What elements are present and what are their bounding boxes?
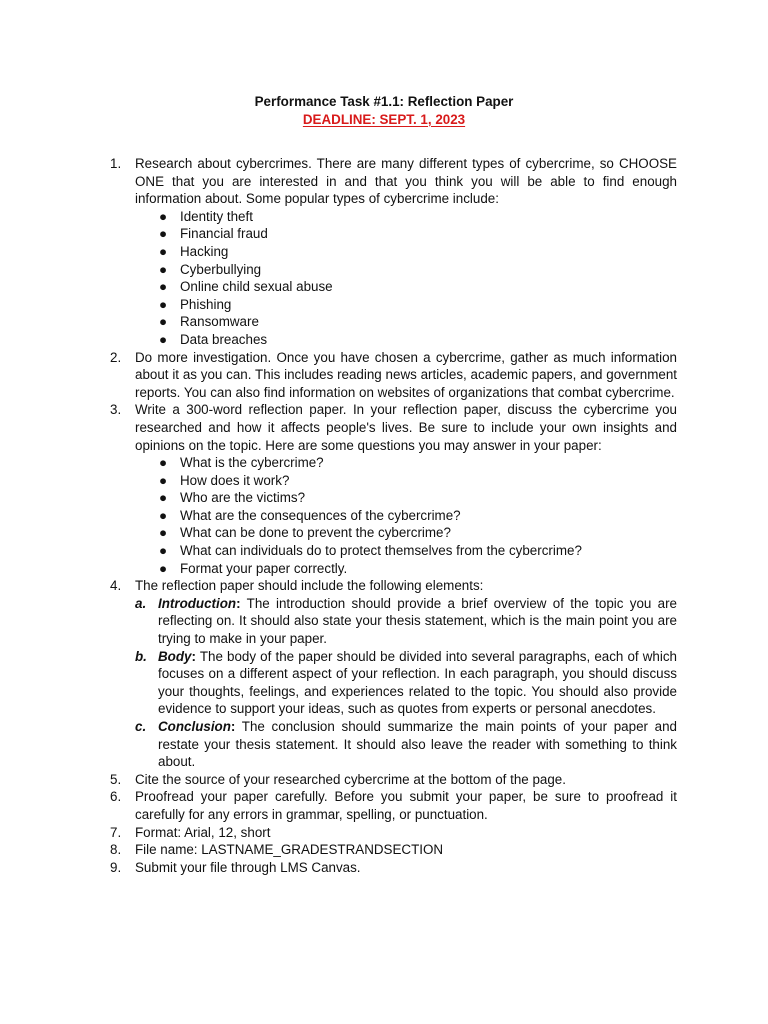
bullet-icon: ●	[159, 490, 168, 506]
deadline-text: DEADLINE: SEPT. 1, 2023	[302, 111, 466, 127]
item-text: Proofread your paper carefully. Before you submit your paper, be sure to proofread it carefully for any errors in grammar, spelling, or punctuation.	[135, 789, 677, 822]
item-number: 3.	[110, 402, 122, 418]
bullet-icon: ●	[159, 331, 168, 347]
bullet-item: ● What is the cybercrime?	[159, 455, 324, 471]
sub-item-text: The body of the paper should be divided into several paragraphs, each of which focuses on a different aspect of your reflection. In each paragraph, you should discuss your thoughts, feelings, and experiences related to the topic. You should also provide evidence to support your ideas, such as quotes from experts or personal anecdotes.	[158, 648, 677, 717]
item-text: Submit your file through LMS Canvas.	[135, 859, 361, 875]
sub-item-label: c.	[135, 719, 147, 734]
cybercrime-types-list	[135, 208, 677, 349]
bullet-item: ● Ransomware	[159, 314, 259, 330]
sub-item-body: b. Body: The body of the paper should be divided into several paragraphs, each of which focuses on a different aspect of your reflection. In each paragraph, you should discuss your thoughts, feelings, and experiences related to the topic. You should also provide evidence to support your ideas, such as quotes from experts or personal anecdotes.	[135, 648, 677, 717]
bullet-icon: ●	[159, 525, 168, 541]
bullet-item: ● Online child sexual abuse	[159, 279, 333, 295]
item-number: 7.	[110, 824, 122, 840]
bullet-item: ● Who are the victims?	[159, 490, 306, 506]
sub-item-text: The conclusion should summarize the main points of your paper and restate your thesis statement. It should also leave the reader with something to think about.	[158, 719, 677, 770]
bullet-icon: ●	[159, 507, 168, 523]
item-number: 1.	[110, 156, 122, 171]
item-text: The reflection paper should include the following elements:	[135, 578, 484, 594]
item-text: Do more investigation. Once you have chosen a cybercrime, gather as much information about it as you can. This includes reading news articles, academic papers, and government reports. You can also find information on websites of organizations that combat cybercrime.	[135, 349, 677, 400]
list-item-6	[0, 788, 677, 823]
bullet-icon: ●	[159, 296, 168, 312]
sub-item-term: Introduction	[158, 595, 237, 611]
item-text: Write a 300-word reflection paper. In your reflection paper, discuss the cybercrime you researched and how it affects people's lives. Be sure to include your own insights and opinions on the topic. Here are some questions you may answer in your paper:	[135, 402, 677, 453]
item-number: 4.	[110, 578, 122, 594]
item-number: 8.	[110, 842, 122, 858]
sub-item-term: Body	[158, 648, 192, 664]
bullet-item: ● How does it work?	[159, 472, 290, 488]
questions-list	[135, 454, 677, 577]
item-number: 9.	[110, 859, 122, 875]
bullet-icon: ●	[159, 455, 168, 471]
list-item-4	[0, 577, 677, 771]
list-item-8	[0, 841, 677, 859]
item-number: 6.	[110, 789, 122, 805]
bullet-icon: ●	[159, 472, 168, 488]
bullet-icon: ●	[159, 243, 168, 259]
sub-item-introduction: a. Introduction: The introduction should provide a brief overview of the topic you are reflecting on. It should also state your thesis statement, which is the main point you are trying to make in your paper.	[135, 595, 677, 647]
list-item-3	[0, 401, 677, 577]
bullet-icon: ●	[159, 261, 168, 277]
item-number: 2.	[110, 349, 122, 365]
list-item-1	[0, 155, 677, 349]
bullet-icon: ●	[159, 226, 168, 242]
bullet-item: ● Hacking	[159, 243, 229, 259]
bullet-item: ● Cyberbullying	[159, 261, 262, 277]
bullet-icon: ●	[159, 543, 168, 559]
bullet-icon: ●	[159, 560, 168, 576]
document-title: Performance Task #1.1: Reflection Paper	[254, 94, 514, 109]
item-text: File name: LASTNAME_GRADESTRANDSECTION	[135, 842, 444, 858]
bullet-icon: ●	[159, 208, 168, 224]
list-item-9	[0, 859, 677, 877]
item-text: Research about cybercrimes. There are many different types of cybercrime, so CHOOSE ONE that you are interested in and that you think you will be able to find enough information about. Some popular types of cybercrime include:	[135, 156, 677, 207]
bullet-item: ● What can be done to prevent the cybercrime?	[159, 525, 451, 541]
sub-item-conclusion: c. Conclusion: The conclusion should summarize the main points of your paper and restate your thesis statement. It should also leave the reader with something to think about.	[135, 719, 677, 770]
sub-item-label: b.	[135, 648, 147, 664]
bullet-item: ● Financial fraud	[159, 226, 268, 242]
list-item-2	[0, 349, 677, 402]
bullet-item: ● What can individuals do to protect themselves from the cybercrime?	[159, 543, 582, 559]
bullet-item: ● What are the consequences of the cybercrime?	[159, 507, 461, 523]
bullet-item: ● Phishing	[159, 296, 232, 312]
sub-item-label: a.	[135, 595, 147, 611]
bullet-item: ● Data breaches	[159, 331, 268, 347]
sub-item-term: Conclusion	[158, 719, 231, 734]
sub-item-text: The introduction should provide a brief overview of the topic you are reflecting on. It should also state your thesis statement, which is the main point you are trying to make in your paper.	[158, 595, 677, 647]
instructions-list	[0, 155, 768, 876]
bullet-icon: ●	[159, 314, 168, 330]
bullet-icon: ●	[159, 279, 168, 295]
item-text: Cite the source of your researched cybercrime at the bottom of the page.	[135, 771, 566, 787]
bullet-item: ● Format your paper correctly.	[159, 560, 348, 576]
list-item-5	[0, 771, 677, 789]
list-item-7	[0, 824, 677, 842]
item-number: 5.	[110, 771, 122, 787]
item-text: Format: Arial, 12, short	[135, 824, 271, 840]
bullet-item: ● Identity theft	[159, 208, 253, 224]
